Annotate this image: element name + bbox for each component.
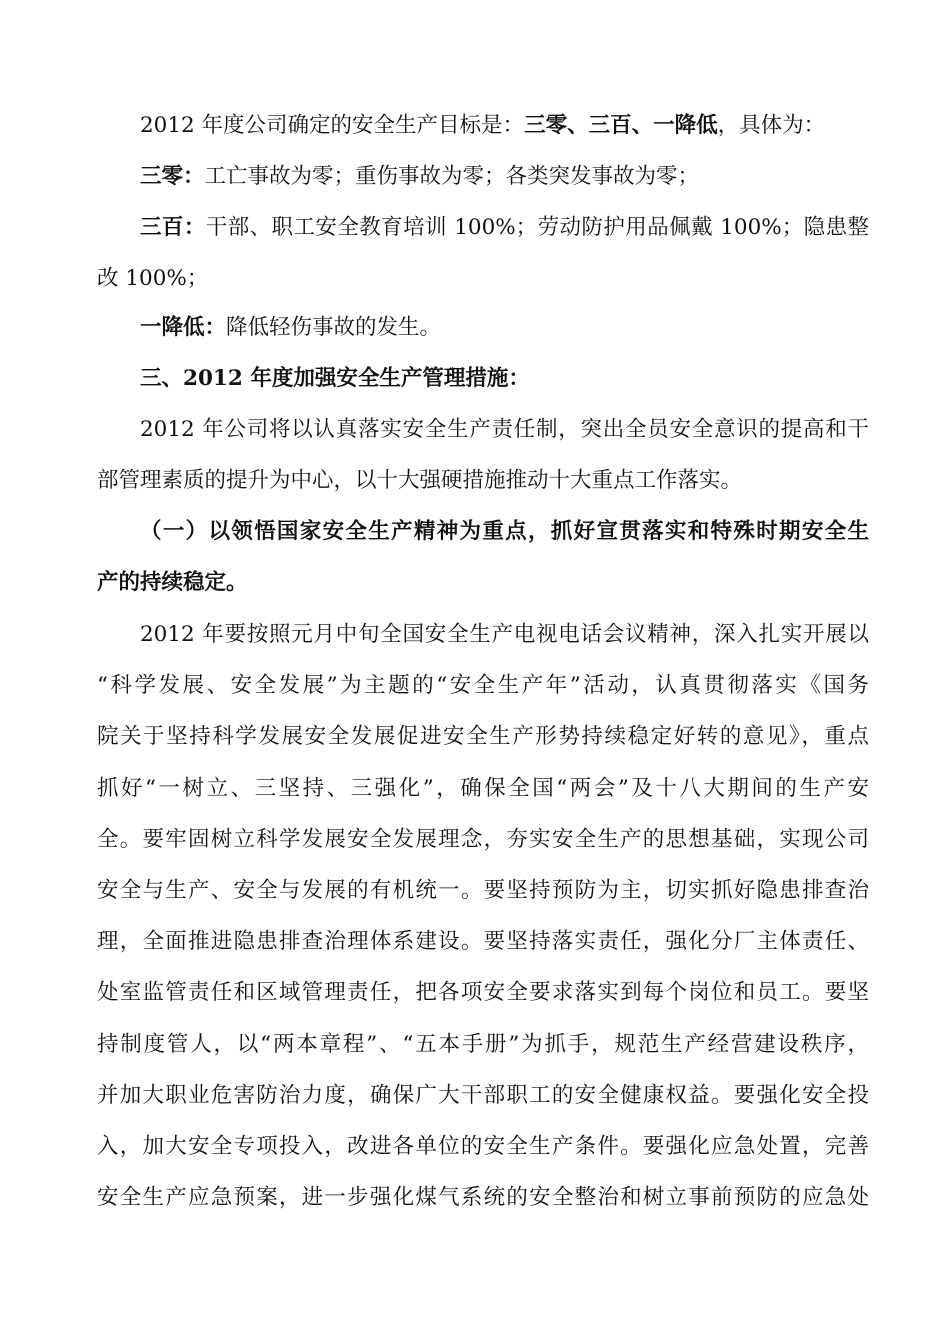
three-zero-paragraph xyxy=(97,151,869,202)
body-line: 入，加大安全专项投入，改进各单位的安全生产条件。要强化应急处置，完善 xyxy=(97,1134,869,1160)
body-line: 理，全面推进隐患排查治理体系建设。要坚持落实责任，强化分厂主体责任、 xyxy=(97,929,869,955)
three-zero-line xyxy=(97,151,869,202)
section-three-heading-text: 三、2012 年度加强安全生产管理措施： xyxy=(140,366,530,391)
one-reduce-text: 降低轻伤事故的发生。 xyxy=(226,315,442,340)
subsection-one-heading-line-1: （一）以领悟国家安全生产精神为重点，抓好宣贯落实和特殊时期安全生 xyxy=(140,519,869,544)
three-hundred-line-1 xyxy=(97,202,869,253)
body-line: 安全与生产、安全与发展的有机统一。要坚持预防为主，切实抓好隐患排查治 xyxy=(97,878,869,904)
goal-summary-bold: 三零、三百、一降低 xyxy=(524,113,718,138)
three-hundred-text: 干部、职工安全教育培训 100%；劳动防护用品佩戴 100%；隐患整 xyxy=(205,215,869,240)
measures-intro-paragraph xyxy=(97,404,869,506)
three-hundred-line-2: 改 100%； xyxy=(97,266,209,292)
three-hundred-paragraph xyxy=(97,202,869,304)
body-line: 院关于坚持科学发展安全发展促进安全生产形势持续稳定好转的意见》，重点 xyxy=(97,724,869,750)
goal-intro-tail: ，具体为： xyxy=(717,113,826,138)
body-line: 2012 年要按照元月中旬全国安全生产电视电话会议精神，深入扎实开展以 xyxy=(140,622,869,647)
measures-intro-line-1: 2012 年公司将以认真落实安全生产责任制，突出全员安全意识的提高和干 xyxy=(140,417,869,442)
goal-intro-text: 2012 年度公司确定的安全生产目标是： xyxy=(140,113,525,138)
body-line: 安全生产应急预案，进一步强化煤气系统的安全整治和树立事前预防的应急处 xyxy=(97,1185,869,1211)
body-paragraph xyxy=(97,609,869,1223)
measures-intro-line-2: 部管理素质的提升为中心，以十大强硬措施推动十大重点工作落实。 xyxy=(97,468,743,494)
body-line: 处室监管责任和区域管理责任，把各项安全要求落实到每个岗位和员工。要坚 xyxy=(97,980,869,1006)
one-reduce-label: 一降低： xyxy=(140,315,227,340)
section-three-heading xyxy=(97,353,869,404)
body-line: 持制度管人，以“两本章程”、“五本手册”为抓手，规范生产经营建设秩序， xyxy=(97,1031,869,1057)
one-reduce-paragraph xyxy=(97,302,869,353)
subsection-one-heading-line-2: 产的持续稳定。 xyxy=(97,570,248,596)
goal-intro-line xyxy=(97,100,869,151)
body-line: “科学发展、安全发展”为主题的“安全生产年”活动，认真贯彻落实《国务 xyxy=(97,673,869,699)
body-line: 并加大职业危害防治力度，确保广大干部职工的安全健康权益。要强化安全投 xyxy=(97,1082,869,1108)
subsection-one-heading xyxy=(97,506,869,608)
body-line: 抓好“一树立、三坚持、三强化”，确保全国“两会”及十八大期间的生产安 xyxy=(97,775,869,801)
one-reduce-line xyxy=(97,302,869,353)
three-zero-label: 三零： xyxy=(140,164,205,189)
goal-intro-paragraph xyxy=(97,100,869,151)
three-hundred-label: 三百： xyxy=(140,215,206,240)
three-zero-text: 工亡事故为零；重伤事故为零；各类突发事故为零； xyxy=(204,164,700,189)
body-line: 全。要牢固树立科学发展安全发展理念，夯实安全生产的思想基础，实现公司 xyxy=(97,826,869,852)
